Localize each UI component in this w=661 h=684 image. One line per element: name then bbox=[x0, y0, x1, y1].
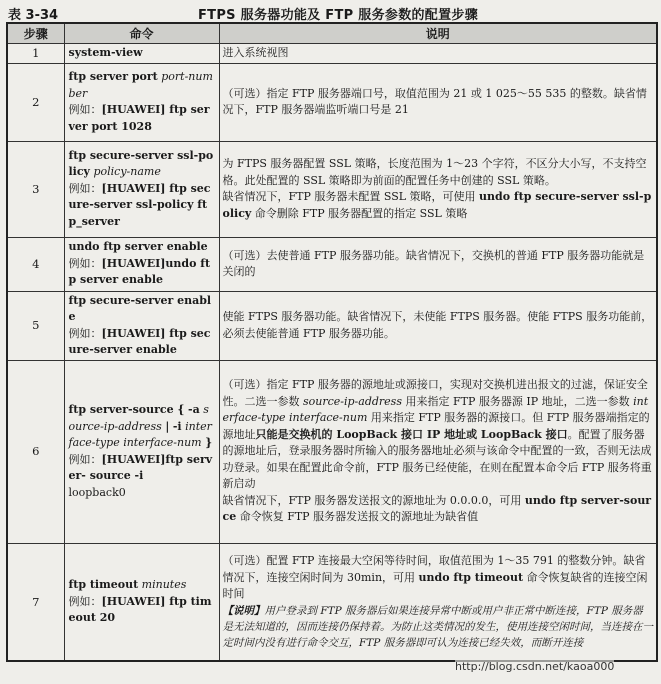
description-paragraph: 为 FTPS 服务器配置 SSL 策略，长度范围为 1～23 个字符，不区分大小写，不支持空格。此处配置的 SSL 策略即为前面的配置任务中创建的 SSL 策略。 bbox=[222, 157, 647, 187]
config-steps-table bbox=[6, 22, 658, 662]
description-cell: （可选）指定 FTP 服务器端口号，取值范围为 21 或 1 025～55 535 的整数。缺省情况下，FTP 服务器端监听端口号是 21 bbox=[219, 63, 657, 141]
description-cell bbox=[219, 141, 657, 237]
description-text: 缺省情况下，FTP 服务器未配置 SSL 策略，可使用 bbox=[222, 190, 476, 203]
table-header-row bbox=[7, 23, 657, 44]
command-cell bbox=[64, 291, 219, 360]
command-param: minutes bbox=[141, 578, 187, 591]
table-title: FTPS 服务器功能及 FTP 服务参数的配置步骤 bbox=[198, 8, 478, 23]
description-cell: 使能 FTPS 服务器功能。缺省情况下，未使能 FTPS 服务器。使能 FTPS 服务功能前，必须去使能普通 FTP 服务器功能。 bbox=[219, 291, 657, 360]
description-cell: 进入系统视图 bbox=[219, 44, 657, 64]
example-command: [HUAWEI]ftp server- source -i bbox=[68, 452, 213, 482]
command-separator: | bbox=[165, 419, 170, 433]
step-number: 7 bbox=[7, 543, 64, 661]
emphasis-text: 只能是交换机的 LoopBack 接口 IP 地址或 LoopBack 接口 bbox=[255, 427, 568, 441]
command-cell bbox=[64, 44, 219, 64]
description-text: 用来指定 FTP 服务器的源接口。但 FTP 服务器端指定的源地址 bbox=[222, 411, 650, 441]
command-text: ftp server-source { bbox=[68, 403, 185, 416]
command-text: ftp secure-server ssl-policy bbox=[68, 148, 214, 179]
command-text: ftp server port bbox=[68, 70, 158, 83]
description-cell: （可选）去使普通 FTP 服务器功能。缺省情况下，交换机的普通 FTP 服务器功能就是关闭的 bbox=[219, 237, 657, 291]
example-label: 例如： bbox=[68, 326, 102, 340]
description-cell bbox=[219, 360, 657, 543]
inline-param: source-ip-address bbox=[303, 394, 402, 408]
example-label: 例如： bbox=[68, 256, 102, 270]
description-text: 。配置了服务器的源地址后，登录服务器时所输入的服务器地址必须与该命令中配置的一致，否则无法成功登录。如果在配置此命令前，FTP 服务已经使能，在则在配置本命令后 FTP 服务将重新启动 bbox=[222, 427, 652, 491]
command-param: source-ip-address bbox=[68, 403, 209, 433]
table-caption bbox=[6, 2, 656, 22]
command-text: ftp timeout bbox=[68, 578, 139, 591]
inline-command: undo ftp secure-server ssl-policy bbox=[222, 190, 652, 220]
command-cell bbox=[64, 237, 219, 291]
example-label: 例如： bbox=[68, 103, 102, 116]
command-option-a: -a bbox=[188, 403, 200, 416]
description-text: 用来指定 FTP 服务器源 IP 地址，二选一参数 bbox=[405, 394, 630, 408]
note-label: 【说明】 bbox=[222, 604, 265, 617]
description-text: 命令恢复 FTP 服务器发送报文的源地址为缺省值 bbox=[239, 510, 479, 524]
table-row bbox=[7, 44, 657, 64]
example-command: [HUAWEI] ftp secure-server enable bbox=[68, 326, 211, 356]
example-command: [HUAWEI] ftp server port 1028 bbox=[68, 103, 210, 133]
step-number: 5 bbox=[7, 291, 64, 360]
table-row bbox=[7, 543, 657, 661]
description-text: 缺省情况下，FTP 服务器发送报文的源地址为 0.0.0.0，可用 bbox=[222, 493, 522, 507]
table-row bbox=[7, 141, 657, 237]
command-cell bbox=[64, 543, 219, 661]
example-command-tail: loopback0 bbox=[68, 485, 126, 499]
watermark: http://blog.csdn.net/kaoa000 bbox=[455, 660, 615, 673]
command-param: policy-name bbox=[93, 165, 161, 179]
example-command: [HUAWEI] ftp timeout 20 bbox=[68, 594, 212, 624]
table-row bbox=[7, 291, 657, 360]
command-cell bbox=[64, 141, 219, 237]
step-number: 1 bbox=[7, 44, 64, 64]
step-number: 6 bbox=[7, 360, 64, 543]
command-option-i: -i bbox=[172, 419, 182, 433]
step-number: 4 bbox=[7, 237, 64, 291]
example-label: 例如： bbox=[68, 452, 102, 466]
description-text: （可选）配置 FTP 连接最大空闲等待时间，取值范围为 1～35 791 的整数分钟。缺省情况下，连接空闲时间为 30min，可用 bbox=[222, 554, 646, 584]
note-text: 用户登录到 FTP 服务器后如果连接异常中断或用户非正常中断连接，FTP 服务器是无法知道的，因而连接仍保持着。为防止这类情况的发生，使用连接空闲时间，当连接在一定时间内没有进行命令交互，FTP 服务器即可认为连接已经失效，而断开连接 bbox=[222, 604, 653, 649]
inline-command: undo ftp timeout bbox=[418, 570, 524, 584]
command-text: system-view bbox=[68, 46, 143, 59]
command-param: port-number bbox=[68, 70, 213, 100]
command-param: interface-type interface-num bbox=[68, 419, 212, 449]
description-cell bbox=[219, 543, 657, 661]
inline-command: undo ftp server-source bbox=[222, 493, 652, 524]
step-number: 2 bbox=[7, 63, 64, 141]
table-row bbox=[7, 360, 657, 543]
command-cell bbox=[64, 360, 219, 543]
inline-param: interface-type interface-num bbox=[222, 394, 649, 425]
example-command: [HUAWEI]undo ftp server enable bbox=[68, 256, 211, 287]
example-label: 例如： bbox=[68, 181, 102, 195]
description-text: 命令删除 FTP 服务器配置的指定 SSL 策略 bbox=[254, 206, 468, 220]
example-label: 例如： bbox=[68, 594, 102, 608]
table-row bbox=[7, 237, 657, 291]
command-close: } bbox=[205, 436, 213, 449]
command-cell bbox=[64, 63, 219, 141]
command-text: ftp secure-server enable bbox=[68, 293, 212, 323]
step-number: 3 bbox=[7, 141, 64, 237]
header-command: 命令 bbox=[64, 23, 219, 44]
header-description: 说明 bbox=[219, 23, 657, 44]
description-text: （可选）指定 FTP 服务器的源地址或源接口，实现对交换机进出报文的过滤，保证安全性。二选一参数 bbox=[222, 378, 648, 408]
header-step: 步骤 bbox=[7, 23, 64, 44]
command-text: undo ftp server enable bbox=[68, 240, 208, 254]
table-number: 表 3-34 bbox=[8, 8, 59, 23]
table-row bbox=[7, 63, 657, 141]
example-command: [HUAWEI] ftp secure-server ssl-policy ftp_server bbox=[68, 181, 211, 228]
description-text: 命令恢复缺省的连接空闲时间 bbox=[222, 570, 648, 600]
